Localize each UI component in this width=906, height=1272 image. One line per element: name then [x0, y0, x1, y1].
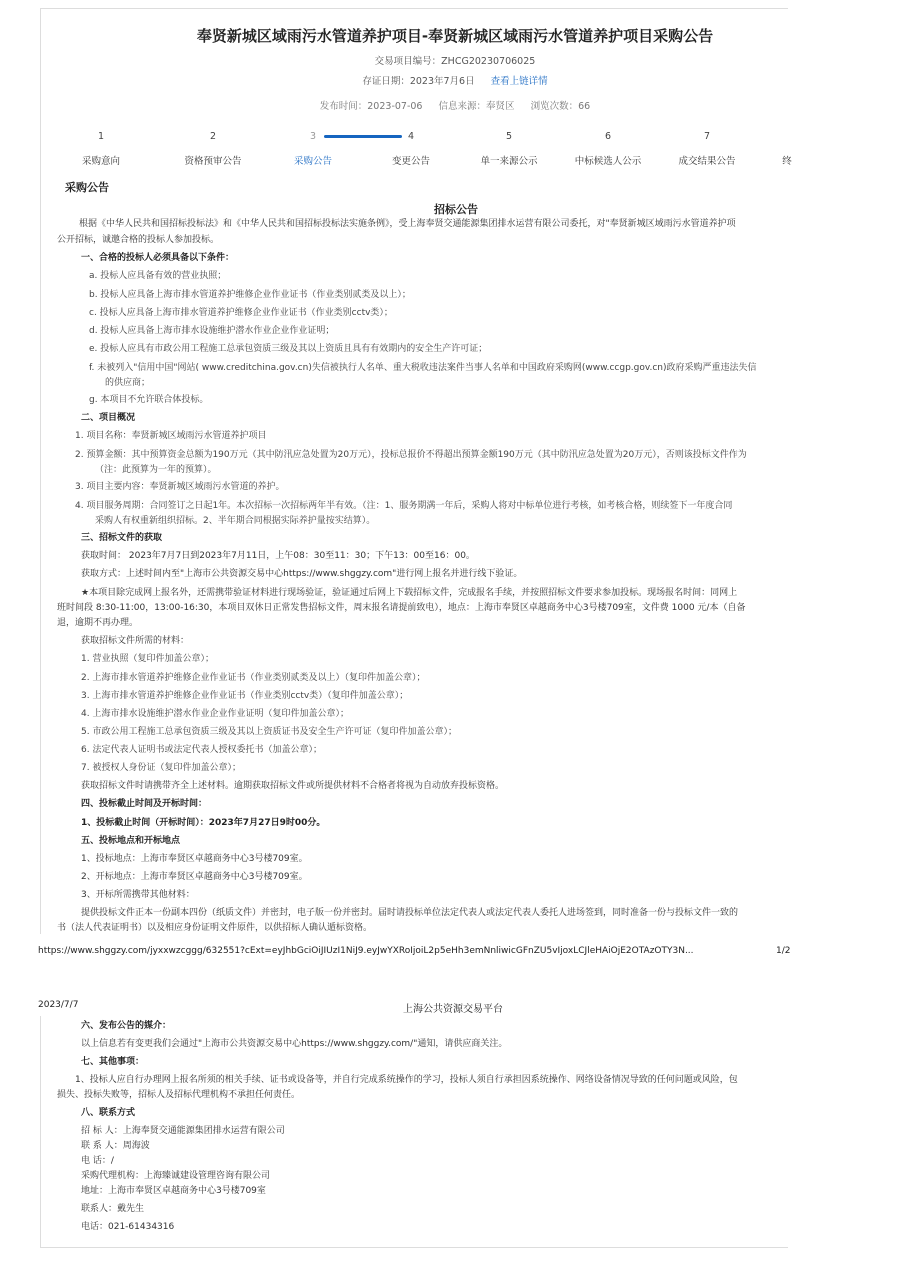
subsection-heading: 三、招标文件的获取: [81, 533, 163, 543]
list-item-cont: 采购人有权重新组织招标。2、半年期合同根据实际养护量按实结算）。: [95, 516, 376, 526]
subsection-heading: 八、联系方式: [81, 1108, 136, 1118]
step-3[interactable]: 3 采购公告: [293, 131, 332, 167]
body-line: 损失、投标失败等，招标人及招标代理机构不承担任何责任。: [57, 1090, 301, 1100]
save-date: 存证日期：2023年7月6日: [362, 76, 475, 87]
list-item: 5. 市政公用工程施工总承包资质三级及其以上资质证书及安全生产许可证（复印件加盖公章）；: [81, 727, 457, 737]
footer-url: https://www.shggzy.com/jyxxwzcggg/632551?cExt=eyJhbGciOiJIUzI1NiJ9.eyJwYXRoIjoiL2p5eHh3emNnliwicGFnZU5vIjoxLCJleHAiOjE2OTAzOTY3N...: [38, 946, 694, 956]
body-line: 退，逾期不再办理。: [57, 618, 139, 628]
body-line: 书（法人代表证明书）以及相应身份证明文件原件，以供招标人确认遁标资格。: [57, 923, 373, 933]
meta-row: [41, 98, 789, 112]
save-date-row: [41, 73, 789, 87]
step-7[interactable]: 7 成交结果公告: [678, 131, 736, 167]
list-item: 2. 上海市排水管道养护维修企业作业证书（作业类别贰类及以上）（复印件加盖公章）；: [81, 673, 426, 683]
body-line: ★本项目除完成网上报名外，还需携带验证材料进行现场验证，验证通过后网上下载招标文件，完成报名手续，并按照招标文件要求参加投标。现场报名时间：同网上: [81, 588, 738, 598]
list-item: 6. 法定代表人证明书或法定代表人授权委托书（加盖公章）；: [81, 745, 322, 755]
step-5[interactable]: 5 单一来源公示: [480, 131, 538, 167]
subsection-heading: 二、项目概况: [81, 413, 136, 423]
body-line: 根据《中华人民共和国招标投标法》和《中华人民共和国招标投标法实施条例》，受上海奉贤交通能源集团排水运营有限公司委托，对"奉贤新城区域雨污水管道养护项: [79, 219, 736, 229]
list-item: d. 投标人应具备上海市排水设施维护潜水作业企业作业证明；: [89, 326, 335, 336]
body-line: 班时间段 8:30-11:00，13:00-16:30，本项目双休日正常发售招标文件，周末报名请提前致电），地点：上海市奉贤区卓越商务中心3号楼709室，文件费 1000 元/本（自备: [57, 603, 746, 613]
process-steps: [41, 131, 801, 171]
chain-detail-link[interactable]: 查看上链详情: [490, 76, 548, 87]
body-line: 获取招标文件所需的材料：: [81, 636, 190, 646]
list-item: b. 投标人应具备上海市排水管道养护维修企业作业证书（作业类别贰类及以上）；: [89, 290, 411, 300]
body-line: 获取招标文件时请携带齐全上述材料。逾期获取招标文件或所提供材料不合格者将视为自动放弃投标资格。: [81, 781, 505, 791]
body-line: 获取方式：上述时间内至"上海市公共资源交易中心https://www.shggzy.com"进行网上报名并进行线下验证。: [81, 569, 523, 579]
doc-title: 招标公告: [434, 203, 478, 216]
list-item: f. 未被列入"信用中国"网站( www.creditchina.gov.cn)失信被执行人名单、重大税收违法案件当事人名单和中国政府采购网(www.ccgp.gov.cn)政府采购严重违法失信: [89, 363, 757, 373]
body-line: 1、投标地点：上海市奉贤区卓越商务中心3号楼709室。: [81, 854, 308, 864]
list-item: 2. 预算金额：其中预算资金总额为190万元（其中防汛应急处置为20万元），投标总报价不得超出预算金额190万元（其中防汛应急处置为20万元），否则该投标文件作为: [75, 450, 747, 460]
contact-line: 电话：021-61434316: [81, 1222, 175, 1232]
list-item: 1. 项目名称：奉贤新城区域雨污水管道养护项目: [75, 431, 267, 441]
list-item: 3. 项目主要内容：奉贤新城区域雨污水管道的养护。: [75, 482, 285, 492]
list-item: c. 投标人应具备上海市排水管道养护维修企业作业证书（作业类别cctv类）；: [89, 308, 393, 318]
step-6[interactable]: 6 中标候选人公示: [574, 131, 642, 167]
document-page-2: [40, 1016, 788, 1248]
page-title: 奉贤新城区域雨污水管道养护项目-奉贤新城区域雨污水管道养护项目采购公告: [196, 27, 714, 45]
contact-line: 采购代理机构：上海臻诚建设管理咨询有限公司: [81, 1171, 271, 1181]
contact-line: 联 系 人：周海波: [81, 1141, 150, 1151]
contact-line: 联系人：戴先生: [81, 1204, 145, 1214]
subsection-heading: 四、投标截止时间及开标时间：: [81, 799, 208, 809]
body-line: 提供投标文件正本一份副本四份（纸质文件）并密封，电子版一份并密封。届时请投标单位法定代表人或法定代表人委托人进场签到，同时准备一份与投标文件一致的: [81, 908, 739, 918]
subsection-heading: 五、投标地点和开标地点: [81, 836, 181, 846]
body-line: 以上信息若有变更我们会通过"上海市公共资源交易中心https://www.shggzy.com/"通知，请供应商关注。: [81, 1039, 508, 1049]
body-line: 2、开标地点：上海市奉贤区卓越商务中心3号楼709室。: [81, 872, 308, 882]
info-source: 信息来源：奉贤区: [438, 101, 515, 112]
list-item-cont: （注：此预算为一年的预算）。: [95, 465, 217, 475]
document-page-1: [40, 8, 792, 934]
print-date: 2023/7/7: [38, 1000, 79, 1010]
body-line: 3、开标所需携带其他材料：: [81, 890, 195, 900]
subsection-heading: 七、其他事项：: [81, 1057, 145, 1067]
active-step-indicator: [324, 135, 402, 138]
step-1[interactable]: 1 采购意向: [81, 131, 120, 167]
subsection-heading: 一、合格的投标人必须具备以下条件：: [81, 253, 235, 263]
body-line: 公开招标，诚邀合格的投标人参加投标。: [57, 235, 220, 245]
project-number: 交易项目编号：ZHCG20230706025: [374, 56, 536, 67]
view-count: 浏览次数：66: [530, 101, 591, 112]
list-item: 3. 上海市排水管道养护维修企业作业证书（作业类别cctv类）（复印件加盖公章）；: [81, 691, 409, 701]
step-2[interactable]: 2 资格预审公告: [184, 131, 242, 167]
footer-page-number: 1/2: [776, 946, 791, 956]
list-item: 4. 上海市排水设施维护潜水作业企业作业证明（复印件加盖公章）；: [81, 709, 349, 719]
print-site-title: 上海公共资源交易平台: [403, 1004, 503, 1015]
list-item: 7. 被授权人身份证（复印件加盖公章）；: [81, 763, 241, 773]
contact-line: 招 标 人：上海奉贤交通能源集团排水运营有限公司: [81, 1126, 285, 1136]
contact-line: 电 话：/: [81, 1156, 114, 1166]
list-item: 1. 营业执照（复印件加盖公章）；: [81, 654, 214, 664]
section-heading: 采购公告: [65, 181, 109, 194]
list-item: g. 本项目不允许联合体投标。: [89, 395, 209, 405]
deadline-line: 1、投标截止时间（开标时间）：2023年7月27日9时00分。: [81, 818, 326, 828]
list-item: 4. 项目服务周期：合同签订之日起1年。本次招标一次招标两年半有效。（注：1、服务期满一年后，采购人将对中标单位进行考核，如考核合格，则续签下一年度合同: [75, 501, 733, 511]
body-line: 1、投标人应自行办理网上报名所须的相关手续、证书或设备等，并自行完成系统操作的学习，投标人须自行承担因系统操作、网络设备情况导致的任何问题或风险，包: [75, 1075, 738, 1085]
body-line: 获取时间： 2023年7月7日到2023年7月11日，上午08：30至11：30；下午13：00至16：00。: [81, 551, 475, 561]
publish-time: 发布时间：2023-07-06: [319, 101, 423, 112]
subsection-heading: 六、发布公告的媒介：: [81, 1021, 172, 1031]
list-item: e. 投标人应具有市政公用工程施工总承包资质三级及其以上资质且具有有效期内的安全生产许可证；: [89, 344, 488, 354]
step-8[interactable]: 终: [782, 156, 792, 167]
step-4[interactable]: 4 变更公告: [391, 131, 430, 167]
list-item: a. 投标人应具备有效的营业执照；: [89, 271, 227, 281]
list-item-cont: 的供应商；: [105, 378, 151, 388]
contact-line: 地址：上海市奉贤区卓越商务中心3号楼709室: [81, 1186, 266, 1196]
